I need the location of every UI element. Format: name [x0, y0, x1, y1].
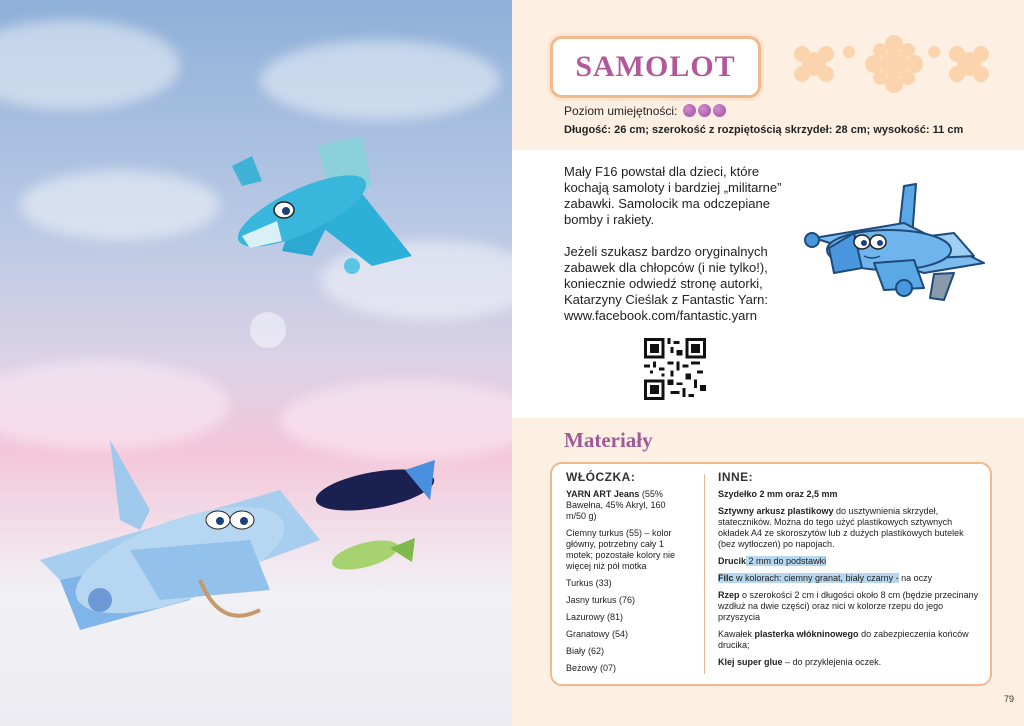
glue-item [718, 657, 980, 668]
felt-name: Filc [718, 573, 734, 583]
plane-illustration [794, 178, 994, 308]
yarn-column [566, 472, 688, 680]
fleece-pre: Kawałek [718, 629, 755, 639]
felt-item [718, 573, 980, 584]
skill-level [564, 104, 726, 118]
qr-code-icon [644, 338, 706, 400]
crochet-plane-flying [222, 126, 422, 286]
description-paragraph: Mały F16 powstał dla dzieci, które kochają samoloty i bardziej „militarne” zabawki. Samolocik ma odczepiane bomby i rakiety. [564, 164, 782, 227]
yarn-color: Granatowy (54) [566, 629, 629, 639]
wire-item [718, 556, 980, 567]
yarn-color: Biały (62) [566, 646, 605, 656]
felt-desc: na oczy [898, 573, 933, 583]
sheet-desc: do usztywnienia skrzydeł, stateczników. Można do tego użyć plastikowych sztywnych okładek A4 ze skoroszytów lub z dużych plastikowych butelek (bez wytłoczeń) po napojach. [718, 506, 964, 549]
velcro-desc: o szerokości 2 cm i długości około 8 cm (będzie przecinany wzdłuż na dwie części) oraz nici w kolorze rzepu do jego przyszycia [718, 590, 979, 622]
other-column [718, 472, 980, 674]
yarn-color: Turkus (33) [566, 578, 612, 588]
fleece-item [718, 629, 980, 651]
materials-title: Materiały [564, 428, 653, 452]
other-header: INNE: [718, 470, 754, 484]
wire-name: Drucik [718, 556, 747, 566]
yarn-color: Beżowy (07) [566, 663, 617, 673]
glue-desc: – do przyklejenia oczek. [782, 657, 882, 667]
flower-ornament-icon [794, 30, 999, 100]
yarn-composition: (55% Bawełna, 45% Akryl, 160 m/50 g) [566, 489, 666, 521]
yarn-color: Ciemny turkus (55) – kolor główny, potrzebny cały 1 motek; pozostałe kolory nie więcej niż pół motka [566, 528, 676, 571]
text-page [512, 0, 1024, 726]
yarn-color: Jasny turkus (76) [566, 595, 636, 605]
yarn-ball-icon [698, 104, 711, 117]
felt-highlight: w kolorach: ciemny granat, biały czarny - [733, 573, 899, 583]
dimensions: Długość: 26 cm; szerokość z rozpiętością skrzydeł: 28 cm; wysokość: 11 cm [564, 124, 964, 136]
velcro-item [718, 590, 980, 623]
description [564, 164, 814, 340]
page-title: SAMOLOT [550, 36, 761, 98]
yarn-main [566, 489, 688, 522]
wire-desc: do podstawki [771, 556, 827, 566]
hook-item [718, 489, 980, 500]
page-number: 79 [1003, 694, 1014, 704]
cloud [260, 40, 500, 120]
wire-highlight: 2 mm [746, 556, 772, 566]
sheet-item [718, 506, 980, 550]
sheet-name: Sztywny arkusz plastikowy [718, 506, 834, 516]
yarn-header: WŁÓCZKA: [566, 470, 636, 484]
fleece-name: plasterka włókninowego [754, 629, 859, 639]
skill-label: Poziom umiejętności: [564, 104, 678, 118]
cloud [20, 170, 220, 240]
materials-box [550, 462, 992, 686]
yarn-color: Lazurowy (81) [566, 612, 624, 622]
description-paragraph: Jeżeli szukasz bardzo oryginalnych zabawek dla chłopców (i nie tylko!), koniecznie odwiedź stronę autorki, Katarzyny Cieślak z Fantastic Yarn: www.facebook.com/fantastic.yarn [564, 244, 768, 323]
yarn-ball-icon [683, 104, 696, 117]
yarn-brand: YARN ART Jeans [566, 489, 640, 499]
moon [250, 312, 286, 348]
cloud [0, 20, 180, 110]
hook-text: Szydełko 2 mm oraz 2,5 mm [718, 489, 838, 499]
glue-name: Klej super glue [718, 657, 783, 667]
velcro-name: Rzep [718, 590, 740, 600]
column-divider [704, 474, 705, 674]
crochet-toys-ground [20, 430, 500, 670]
fleece-desc: do zabezpieczenia końców drucika; [718, 629, 969, 650]
yarn-ball-icon [713, 104, 726, 117]
